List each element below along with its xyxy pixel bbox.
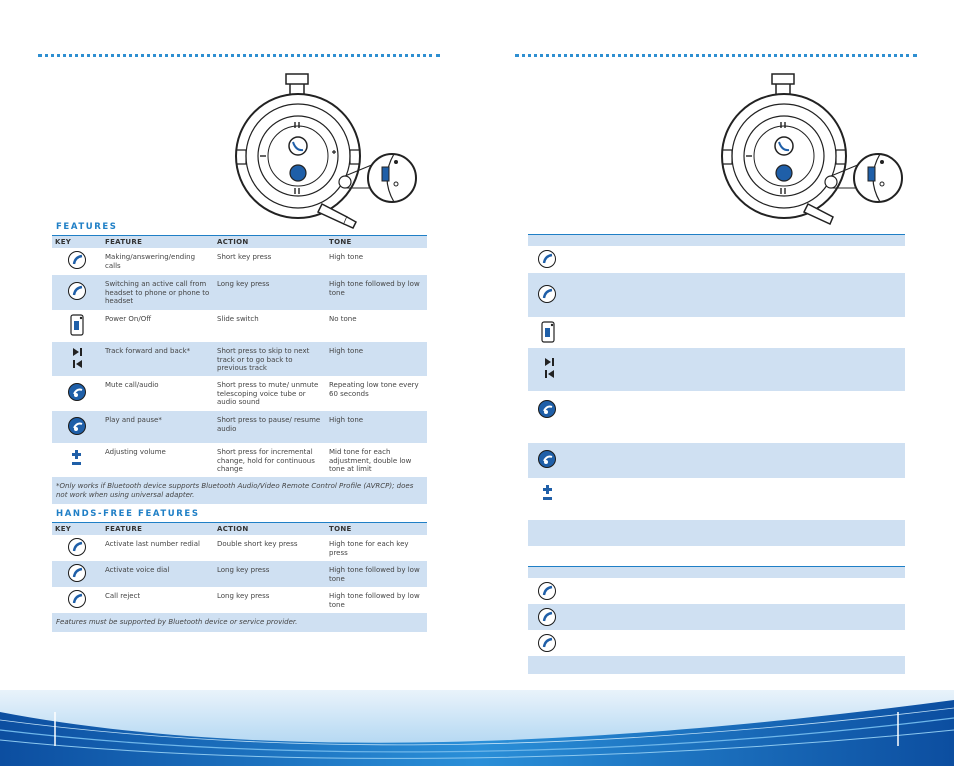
right-hands-free-table-skeleton: [528, 566, 905, 674]
table-row: [52, 561, 427, 587]
table-row: [52, 310, 427, 342]
phone-icon: [68, 590, 86, 608]
footnote-row: [52, 613, 427, 632]
phone-icon: [538, 250, 556, 268]
power-switch-icon: [541, 321, 555, 347]
table-row: [528, 246, 905, 273]
table-row: [52, 587, 427, 613]
track-skip-icon: [70, 364, 84, 372]
phone-icon: [68, 538, 86, 556]
action-cell: Short press for incremental change, hold for continuous change: [217, 448, 315, 473]
volume-icon: [541, 484, 555, 508]
table-row: [52, 275, 427, 310]
footnote-row: [52, 477, 427, 504]
phone-icon: [68, 564, 86, 582]
footer-wave-band: [0, 690, 954, 766]
features-table: [52, 235, 427, 504]
top-dotted-rule-left: [38, 54, 440, 58]
feature-cell: Activate voice dial: [102, 561, 214, 587]
hands-free-footnote: Features must be supported by Bluetooth device or service provider.: [52, 613, 427, 632]
table-row: [528, 443, 905, 478]
table-row: [528, 478, 905, 520]
feature-cell: Play and pause*: [102, 411, 214, 443]
headset-illustration-right: [718, 72, 908, 232]
mute-icon: [538, 400, 556, 418]
tone-cell: High tone: [326, 342, 427, 376]
phone-icon: [538, 608, 556, 626]
header-key: KEY: [52, 236, 102, 249]
tone-cell: Repeating low tone every 60 seconds: [329, 381, 419, 398]
phone-icon: [538, 582, 556, 600]
header-action: ACTION: [214, 236, 326, 249]
feature-cell: Making/answering/ending calls: [105, 253, 196, 270]
tone-cell: High tone followed by low tone: [329, 592, 420, 609]
track-skip-icon: [542, 356, 556, 384]
header-feature: FEATURE: [102, 236, 214, 249]
phone-icon: [538, 285, 556, 303]
table-row: [52, 443, 427, 477]
play-pause-icon: [68, 417, 86, 435]
phone-icon: [68, 251, 86, 269]
phone-icon: [68, 282, 86, 300]
header-action: ACTION: [214, 523, 326, 536]
table-row: [528, 348, 905, 391]
action-cell: Short press to mute/ unmute telescoping voice tube or audio sound: [217, 381, 319, 406]
table-row: [52, 342, 427, 376]
action-cell: Double short key press: [217, 540, 298, 548]
table-row: [528, 630, 905, 656]
table-row: [528, 273, 905, 317]
header-key: KEY: [52, 523, 102, 536]
headset-illustration: [232, 72, 422, 232]
right-features-table-skeleton: [528, 234, 905, 546]
feature-cell: Power On/Off: [105, 315, 152, 323]
feature-cell: Mute call/audio: [105, 381, 159, 389]
feature-cell: Call reject: [105, 592, 141, 600]
tone-cell: High tone: [326, 411, 427, 443]
tone-cell: High tone: [329, 253, 364, 261]
tone-cell: Mid tone for each adjustment, double low tone at limit: [329, 448, 412, 473]
table-row: [528, 317, 905, 348]
footnote-row: [528, 656, 905, 674]
table-row: [528, 578, 905, 604]
tone-cell: High tone followed by low tone: [326, 275, 427, 310]
header-feature: FEATURE: [102, 523, 214, 536]
table-row: [52, 411, 427, 443]
action-cell: Long key press: [214, 561, 326, 587]
header-tone: TONE: [326, 236, 427, 249]
table-header-row: [528, 566, 905, 578]
feature-cell: Activate last number redial: [105, 540, 200, 548]
hands-free-table: [52, 522, 427, 632]
table-header-row: [52, 236, 427, 249]
power-switch-icon: [70, 330, 84, 338]
header-tone: TONE: [326, 523, 427, 536]
phone-icon: [538, 634, 556, 652]
tone-cell: High tone followed by low tone: [326, 561, 427, 587]
table-row: [528, 391, 905, 443]
footnote-row: [528, 520, 905, 546]
feature-cell: Switching an active call from headset to phone or phone to headset: [102, 275, 214, 310]
action-cell: Short press to skip to next track or to go back to previous track: [214, 342, 326, 376]
features-title: FEATURES: [56, 222, 118, 232]
action-cell: Long key press: [217, 592, 270, 600]
tone-cell: High tone for each key press: [329, 540, 409, 557]
features-footnote: *Only works if Bluetooth device supports Bluetooth Audio/Video Remote Control Profile (AVRCP); does not work when using universal adapter.: [52, 477, 427, 504]
play-pause-icon: [538, 450, 556, 468]
feature-cell: Adjusting volume: [105, 448, 166, 456]
table-header-row: [52, 523, 427, 536]
table-row: [52, 248, 427, 275]
tone-cell: No tone: [329, 315, 357, 323]
hands-free-title: HANDS-FREE FEATURES: [56, 509, 200, 519]
table-row: [52, 376, 427, 411]
table-header-row: [528, 234, 905, 246]
top-dotted-rule-right: [515, 54, 917, 58]
table-row: [528, 604, 905, 630]
action-cell: Short press to pause/ resume audio: [214, 411, 326, 443]
action-cell: Short key press: [217, 253, 272, 261]
mute-icon: [68, 383, 86, 401]
feature-cell: Track forward and back*: [102, 342, 214, 376]
table-row: [52, 535, 427, 561]
action-cell: Long key press: [214, 275, 326, 310]
volume-icon: [70, 463, 84, 471]
action-cell: Slide switch: [217, 315, 259, 323]
